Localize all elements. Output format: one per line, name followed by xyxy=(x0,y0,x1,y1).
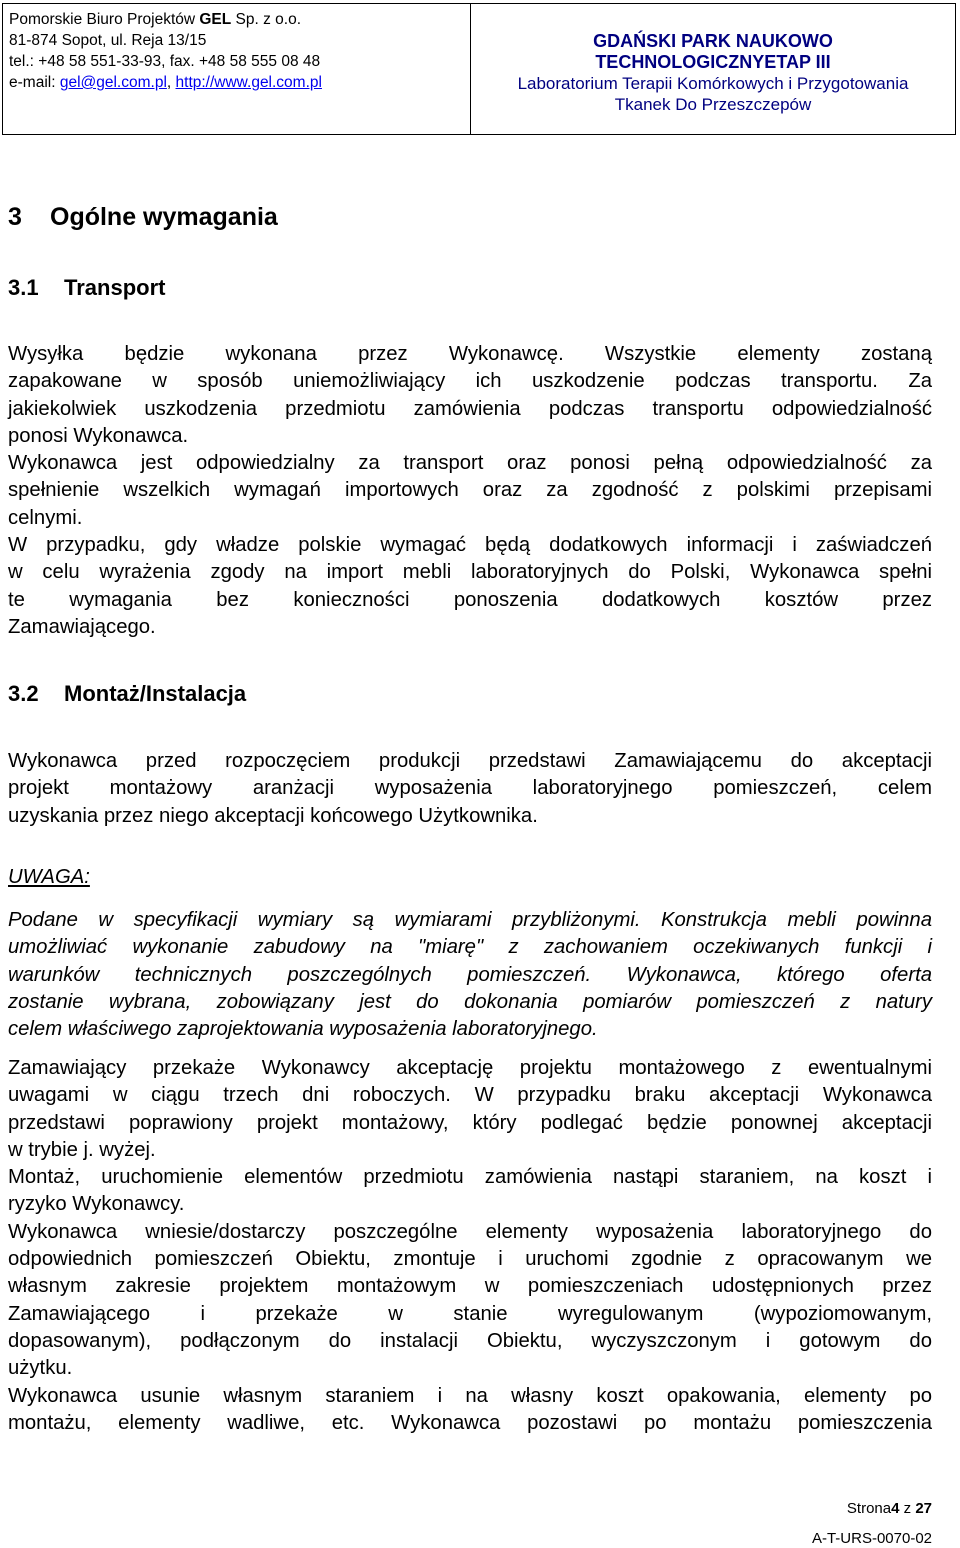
document-id: A-T-URS-0070-02 xyxy=(811,1530,932,1547)
final-text xyxy=(8,1055,932,1437)
text-line: przedstawi poprawiony projekt montażowy, który podlegać będzie ponownej akceptacji xyxy=(8,1111,932,1134)
text-line: zapakowane w sposób uniemożliwiający ich uszkodzenie podczas transportu. Za xyxy=(8,370,932,393)
text-line: Wysyłka będzie wykonana przez Wykonawcę. Wszystkie elementy zostaną xyxy=(8,343,932,365)
text-line: Montaż, uruchomienie elementów przedmiotu zamówienia nastąpi staraniem, na koszt i xyxy=(8,1166,932,1189)
text-line: celem właściwego zaprojektowania wyposażenia laboratoryjnego. xyxy=(8,1018,598,1041)
text-line: własnym zakresie projektem montażowym w pomieszczeniach udostępnionych przez xyxy=(8,1275,932,1298)
subsection-title: Montaż/Instalacja xyxy=(64,681,247,706)
text-line: Wykonawca przed rozpoczęciem produkcji przedstawi Zamawiającemu do akceptacji xyxy=(8,750,932,772)
subsection-number: 3.2 xyxy=(8,681,39,706)
text-line: Zamawiającego i przekaże w stanie wyregulowanym (wypoziomowanym, xyxy=(8,1302,932,1325)
text-line: spełnienie wszelkich wymagań importowych oraz za zgodność z polskimi przepisami xyxy=(8,479,932,502)
text-line: celnymi. xyxy=(8,506,83,529)
text-line: warunków technicznych poszczególnych pomieszczeń. Wykonawca, którego oferta xyxy=(8,963,932,986)
text-line: ryzyko Wykonawcy. xyxy=(8,1193,185,1216)
company-name xyxy=(9,9,470,30)
client-info xyxy=(471,4,955,134)
section-title: Ogólne wymagania xyxy=(50,203,278,231)
subsection-title: Transport xyxy=(64,275,166,300)
text-line: umożliwiać wykonanie zabudowy na "miarę" z zachowaniem oczekiwanych funkcji i xyxy=(8,936,932,959)
text-line: W przypadku, gdy władze polskie wymagać będą dodatkowych informacji i zaświadczeń xyxy=(8,534,932,557)
company-name-suffix: Sp. z o.o. xyxy=(231,11,302,28)
text-line: Wykonawca wniesie/dostarczy poszczególne elementy wyposażenia laboratoryjnego do xyxy=(8,1220,932,1243)
text-line: Podane w specyfikacji wymiary są wymiarami przybliżonymi. Konstrukcja mebli powinna xyxy=(8,909,932,931)
company-contact xyxy=(9,72,470,93)
montaz-text xyxy=(8,748,932,830)
company-phone: tel.: +48 58 551-33-93, fax. +48 58 555 08 48 xyxy=(9,53,321,70)
subsection-heading-transport xyxy=(8,275,165,301)
website-link[interactable]: http://www.gel.com.pl xyxy=(175,74,322,91)
text-line: jakiekolwiek uszkodzenia przedmiotu zamówienia podczas transportu odpowiedzialność xyxy=(8,397,932,420)
text-line: montażu, elementy wadliwe, etc. Wykonawca pozostawi po montażu pomieszczenia xyxy=(8,1411,932,1434)
email-separator: , xyxy=(166,74,176,91)
text-line: dopasowanym), podłączonym do instalacji Obiektu, wyczyszczonym i gotowym do xyxy=(8,1329,932,1352)
company-address: 81-874 Sopot, ul. Reja 13/15 xyxy=(9,32,207,49)
page-number xyxy=(847,1500,932,1517)
page-current: 4 xyxy=(891,1500,900,1517)
subsection-number: 3.1 xyxy=(8,275,39,300)
text-line: projekt montażowy aranżacji wyposażenia laboratoryjnego pomieszczeń, celem xyxy=(8,777,932,800)
page-total: 27 xyxy=(915,1500,932,1517)
text-line: w celu wyrażenia zgody na import mebli laboratoryjnych do Polski, Wykonawca spełni xyxy=(8,561,932,584)
text-line: ponosi Wykonawca. xyxy=(8,424,189,447)
text-line: użytku. xyxy=(8,1357,73,1380)
client-line-2: TECHNOLOGICZNYETAP III xyxy=(595,52,831,72)
page-label: Strona xyxy=(846,1500,892,1517)
uwaga-label: UWAGA: xyxy=(8,866,90,888)
section-heading xyxy=(8,203,278,232)
text-line: Zamawiający przekaże Wykonawcy akceptację projektu montażowego z ewentualnymi xyxy=(8,1057,932,1079)
transport-text xyxy=(8,341,932,641)
company-name-bold: GEL xyxy=(199,11,232,28)
text-line: uzyskania przez niego akceptacji końcowego Użytkownika. xyxy=(8,804,538,827)
client-line-3: Laboratorium Terapii Komórkowych i Przygotowania xyxy=(517,74,909,93)
text-line: te wymagania bez konieczności ponoszenia dodatkowych kosztów przez xyxy=(8,588,932,611)
client-line-4: Tkanek Do Przeszczepów xyxy=(614,95,812,114)
client-line-1: GDAŃSKI PARK NAUKOWO xyxy=(593,31,833,51)
email-link[interactable]: gel@gel.com.pl xyxy=(59,74,167,91)
text-line: Wykonawca jest odpowiedzialny za transport oraz ponosi pełną odpowiedzialność za xyxy=(8,452,932,475)
text-line: odpowiednich pomieszczeń Obiektu, zmontuje i uruchomi zgodnie z opracowanym we xyxy=(8,1248,932,1271)
text-line: zostanie wybrana, zobowiązany jest do dokonania pomiarów pomieszczeń z natury xyxy=(8,990,932,1013)
uwaga-text xyxy=(8,907,932,1043)
text-line: w trybie j. wyżej. xyxy=(8,1138,156,1161)
text-line: uwagami w ciągu trzech dni roboczych. W przypadku braku akceptacji Wykonawca xyxy=(8,1084,932,1107)
company-info xyxy=(3,4,471,134)
document-header xyxy=(2,3,956,135)
email-prefix: e-mail: xyxy=(9,74,60,91)
subsection-heading-montaz xyxy=(8,681,246,707)
company-name-prefix: Pomorskie Biuro Projektów xyxy=(9,11,200,28)
section-number: 3 xyxy=(8,203,22,231)
text-line: Zamawiającego. xyxy=(8,615,156,638)
page-of: z xyxy=(899,1500,916,1517)
text-line: Wykonawca usunie własnym staraniem i na własny koszt opakowania, elementy po xyxy=(8,1384,932,1407)
